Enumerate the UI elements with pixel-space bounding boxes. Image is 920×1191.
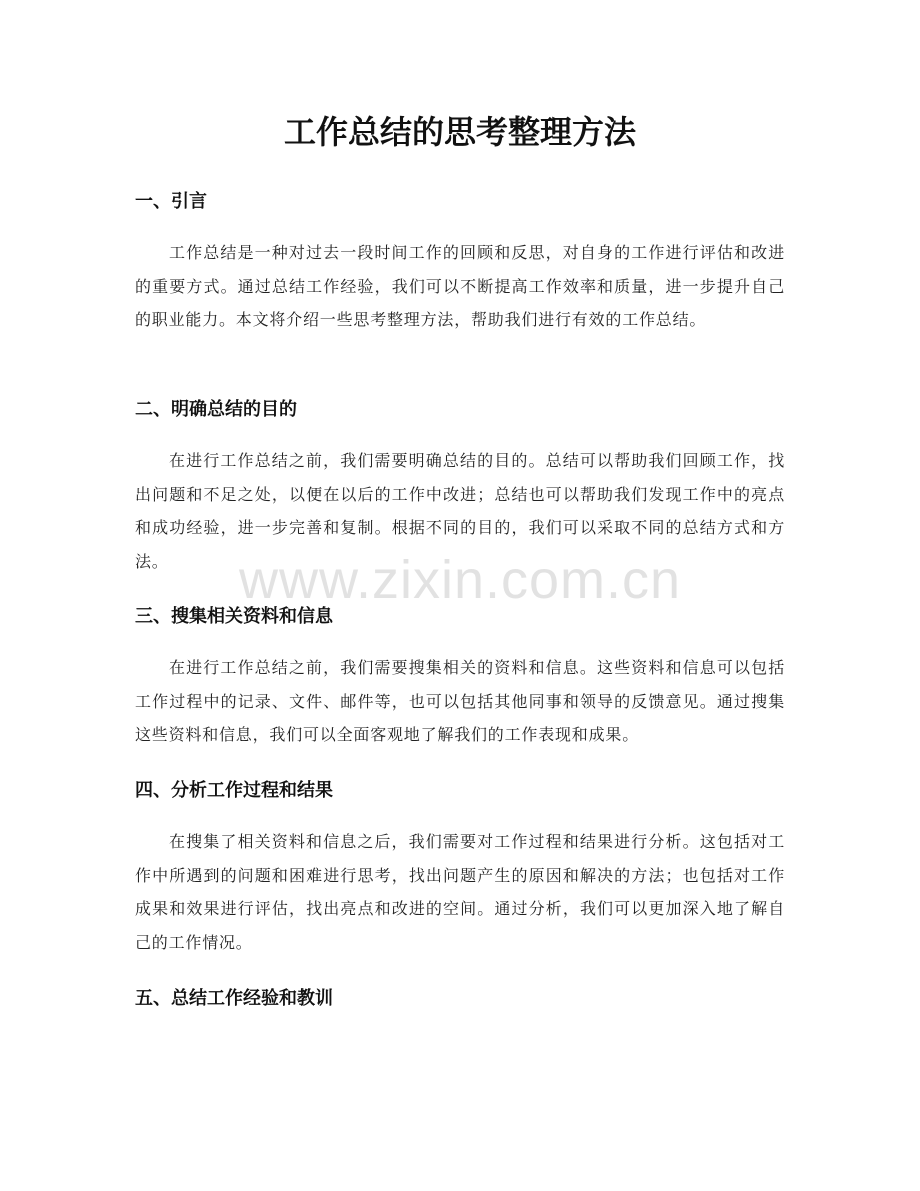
section-body-collect-materials: 在进行工作总结之前，我们需要搜集相关的资料和信息。这些资料和信息可以包括工作过程中的记录、文件、邮件等，也可以包括其他同事和领导的反馈意见。通过搜集这些资料和信息，我们可以全面客观地了解我们的工作表现和成果。	[135, 658, 785, 744]
section-heading-introduction: 一、引言	[135, 191, 207, 212]
section-body-introduction: 工作总结是一种对过去一段时间工作的回顾和反思，对自身的工作进行评估和改进的重要方式。通过总结工作经验，我们可以不断提高工作效率和质量，进一步提升自己的职业能力。本文将介绍一些思考整理方法，帮助我们进行有效的工作总结。	[135, 243, 785, 329]
page-title: 工作总结的思考整理方法	[283, 113, 636, 151]
section-heading-analysis: 四、分析工作过程和结果	[135, 780, 333, 801]
section-heading-purpose: 二、明确总结的目的	[135, 399, 297, 420]
section-heading-lessons: 五、总结工作经验和教训	[135, 988, 333, 1009]
watermark: www.zixin.com.cn	[238, 550, 682, 610]
section-body-purpose: 在进行工作总结之前，我们需要明确总结的目的。总结可以帮助我们回顾工作，找出问题和不足之处，以便在以后的工作中改进；总结也可以帮助我们发现工作中的亮点和成功经验，进一步完善和复制。根据不同的目的，我们可以采取不同的总结方式和方法。	[135, 451, 785, 571]
section-heading-collect-materials: 三、搜集相关资料和信息	[135, 606, 333, 627]
section-body-analysis: 在搜集了相关资料和信息之后，我们需要对工作过程和结果进行分析。这包括对工作中所遇到的问题和困难进行思考，找出问题产生的原因和解决的方法；也包括对工作成果和效果进行评估，找出亮点和改进的空间。通过分析，我们可以更加深入地了解自己的工作情况。	[135, 832, 785, 952]
